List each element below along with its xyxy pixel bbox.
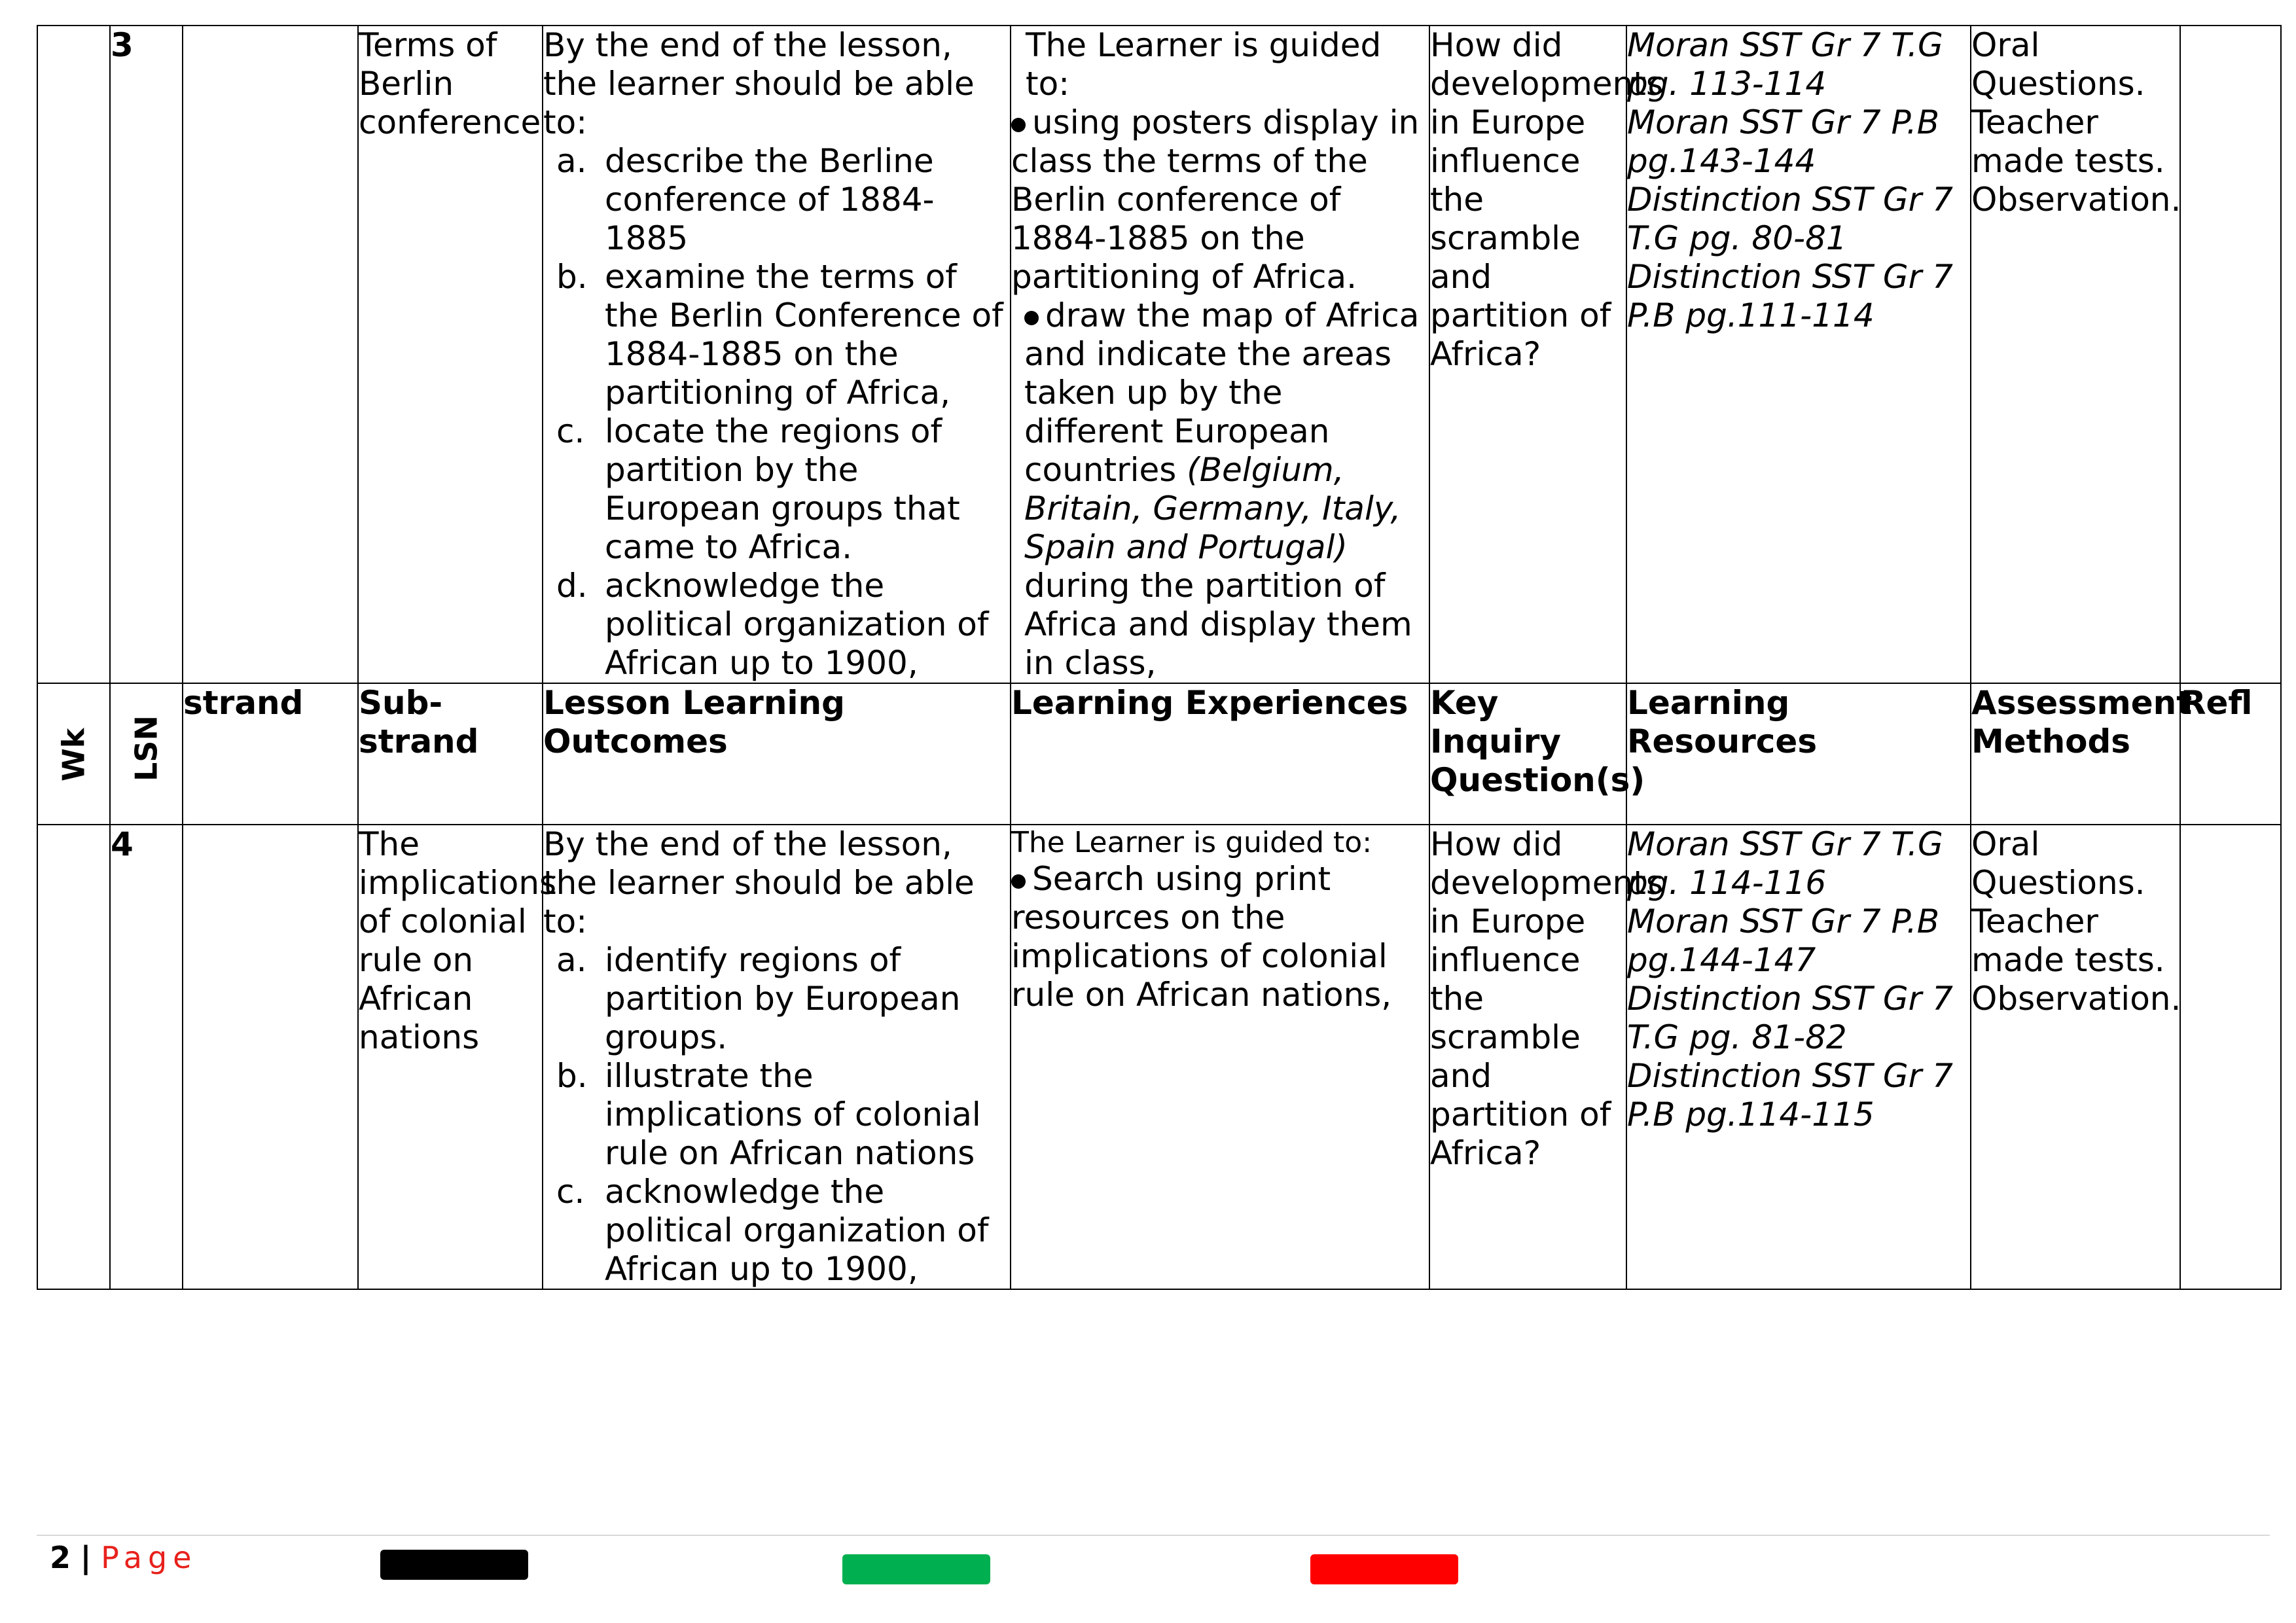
experience-text: using posters display in class the terms of the Berlin conference of 1884-1885 on the partitioning of Africa. (1011, 103, 1420, 296)
outcome-marker: a. (556, 142, 587, 180)
outcome-item (556, 1173, 1010, 1289)
resource-item: Distinction SST Gr 7 T.G pg. 80-81 (1627, 181, 1953, 257)
scheme-of-work-table (37, 25, 2282, 1290)
assessment-cell: Oral Questions. Teacher made tests. Observation. (1971, 26, 2180, 683)
header-strand: strand (183, 683, 358, 825)
lesson-number: 3 (110, 26, 183, 683)
outcomes-intro: By the end of the lesson, the learner should be able to: (543, 825, 975, 940)
table-row-lesson-4 (37, 825, 2281, 1289)
header-experiences: Learning Experiences (1011, 683, 1429, 825)
header-lesson (110, 683, 183, 825)
outcome-marker: b. (556, 258, 588, 296)
red-color-swatch (1310, 1554, 1458, 1584)
experience-countries: (Belgium, Britain, Germany, Italy, Spain and Portugal) (1024, 451, 1401, 566)
key-inquiry-cell: How did developments in Europe influence the scramble and partition of Africa? (1429, 825, 1626, 1289)
experience-item (1011, 860, 1429, 1014)
outcome-item (556, 941, 1010, 1057)
reflection-cell (2180, 26, 2281, 683)
outcome-marker: d. (556, 567, 588, 605)
outcome-item (556, 412, 1010, 567)
key-inquiry-cell: How did developments in Europe influence the scramble and partition of Africa? (1429, 26, 1626, 683)
assessment-cell: Oral Questions. Teacher made tests. Observation. (1971, 825, 2180, 1289)
sub-strand-cell: The implications of colonial rule on African nations (358, 825, 543, 1289)
outcome-item (556, 1057, 1010, 1173)
outcome-text: acknowledge the political organization of African up to 1900, (605, 567, 989, 682)
resource-item: Moran SST Gr 7 T.G pg. 113-114 (1627, 26, 1943, 103)
outcome-text: describe the Berline conference of 1884-1885 (605, 142, 935, 257)
outcome-text: illustrate the implications of colonial rule on African nations (605, 1057, 981, 1172)
outcomes-intro: By the end of the lesson, the learner should be able to: (543, 26, 975, 141)
learning-resources-cell (1626, 825, 1971, 1289)
page-word: Page (101, 1540, 198, 1575)
resource-item: Distinction SST Gr 7 P.B pg.114-115 (1627, 1057, 1953, 1133)
black-color-swatch (380, 1550, 528, 1580)
footer-divider (37, 1535, 2270, 1536)
bullet-icon (1024, 311, 1039, 325)
experience-text-end: during the partition of Africa and display them in class, (1024, 567, 1412, 682)
strand-cell (183, 26, 358, 683)
outcome-text: examine the terms of the Berlin Conference of 1884-1885 on the partitioning of Africa, (605, 258, 1003, 412)
lesson-number: 4 (110, 825, 183, 1289)
outcome-marker: c. (556, 412, 585, 450)
resource-item: Moran SST Gr 7 T.G pg. 114-116 (1627, 825, 1943, 902)
header-resources: Learning Resources (1626, 683, 1971, 825)
learning-outcomes-cell (543, 825, 1011, 1289)
learning-experiences-cell (1011, 825, 1429, 1289)
learning-experiences-cell (1011, 26, 1429, 683)
experience-item (1011, 296, 1429, 683)
resource-item: Moran SST Gr 7 P.B pg.144-147 (1627, 902, 1940, 979)
resource-item: Moran SST Gr 7 P.B pg.143-144 (1627, 103, 1940, 180)
week-cell (37, 825, 110, 1289)
outcome-marker: c. (556, 1173, 585, 1211)
experience-text: Search using print resources on the implications of colonial rule on African nations, (1011, 860, 1392, 1014)
header-week (37, 683, 110, 825)
outcome-item (556, 258, 1010, 412)
page-separator: | (80, 1540, 92, 1575)
header-outcomes: Lesson Learning Outcomes (543, 683, 1011, 825)
header-assessment: Assessment Methods (1971, 683, 2180, 825)
reflection-cell (2180, 825, 2281, 1289)
page-number: 2 (50, 1540, 71, 1575)
learning-resources-cell (1626, 26, 1971, 683)
outcome-item (556, 142, 1010, 258)
table-row-lesson-3 (37, 26, 2281, 683)
experience-item (1011, 103, 1429, 296)
outcome-marker: b. (556, 1057, 588, 1095)
outcome-text: acknowledge the political organization of African up to 1900, (605, 1173, 989, 1288)
outcomes-list (543, 142, 1010, 683)
outcomes-list (543, 941, 1010, 1289)
outcome-marker: a. (556, 941, 587, 979)
page-footer (50, 1538, 197, 1577)
experiences-intro: The Learner is guided to: (1026, 26, 1382, 103)
week-cell (37, 26, 110, 683)
outcome-text: identify regions of partition by European groups. (605, 941, 961, 1056)
header-week-label: Wk (56, 728, 91, 781)
table-header-row (37, 683, 2281, 825)
resource-item: Distinction SST Gr 7 T.G pg. 81-82 (1627, 980, 1953, 1056)
learning-outcomes-cell (543, 26, 1011, 683)
experience-text: draw the map of Africa and indicate the areas taken up by the different European countries (1024, 296, 1420, 489)
green-color-swatch (842, 1554, 990, 1584)
header-lesson-label: LSN (128, 715, 164, 781)
bullet-icon (1011, 874, 1026, 889)
experiences-intro: The Learner is guided to: (1011, 826, 1372, 859)
header-key-inquiry: Key Inquiry Question(s) (1429, 683, 1626, 825)
sub-strand-cell: Terms of Berlin conference (358, 26, 543, 683)
outcome-text: locate the regions of partition by the European groups that came to Africa. (605, 412, 960, 566)
header-sub-strand: Sub-strand (358, 683, 543, 825)
bullet-icon (1011, 118, 1026, 132)
strand-cell (183, 825, 358, 1289)
header-reflection: Refl (2180, 683, 2281, 825)
resource-item: Distinction SST Gr 7 P.B pg.111-114 (1627, 258, 1953, 334)
outcome-item (556, 567, 1010, 683)
